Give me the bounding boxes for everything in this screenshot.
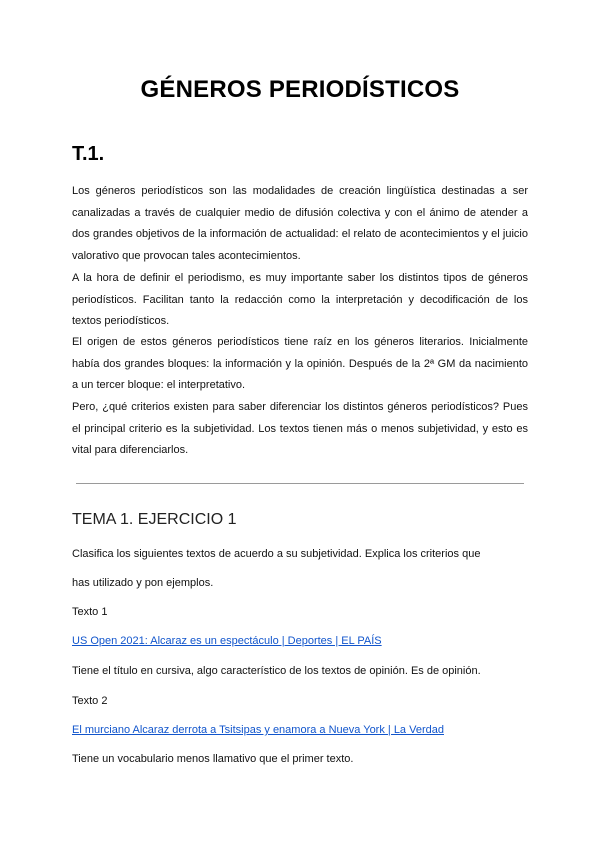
text-1-label: Texto 1 (72, 606, 108, 618)
paragraph-4: Pero, ¿qué criterios existen para saber diferenciar los distintos géneros periodísticos? Pues el principal criterio es la subjetividad. Los textos tienen más o menos subjetividad, y esto es vital para diferenciarlos. (72, 401, 528, 456)
text-2-label: Texto 2 (72, 695, 108, 707)
paragraph-2: A la hora de definir el periodismo, es muy importante saber los distintos tipos de géneros periodísticos. Facilitan tanto la redacción como la interpretación y decodificación de los textos periodísticos. (72, 272, 528, 327)
paragraph-1: Los géneros periodísticos son las modalidades de creación lingüística destinadas a ser canalizadas a través de cualquier medio de difusión colectiva y con el ánimo de atender a dos grandes objetivos de la información de actualidad: el relato de acontecimientos y el juicio valorativo que provocan tales acontecimientos. (72, 185, 528, 262)
paragraph-3: El origen de estos géneros periodísticos tiene raíz en los géneros literarios. Inicialmente había dos grandes bloques: la información y la opinión. Después de la 2ª GM da nacimiento a un tercer bloque: el interpretativo. (72, 336, 528, 391)
text-1-comment: Tiene el título en cursiva, algo característico de los textos de opinión. Es de opinión. (72, 665, 481, 677)
exercise-instruction-line-2: has utilizado y pon ejemplos. (72, 577, 214, 589)
horizontal-divider (76, 483, 524, 484)
exercise-heading: TEMA 1. EJERCICIO 1 (72, 511, 237, 528)
text-1-link[interactable]: US Open 2021: Alcaraz es un espectáculo | Deportes | EL PAÍS (72, 635, 382, 647)
text-2-link[interactable]: El murciano Alcaraz derrota a Tsitsipas y enamora a Nueva York | La Verdad (72, 724, 444, 736)
text-2-comment: Tiene un vocabulario menos llamativo que el primer texto. (72, 753, 354, 765)
text-1-link-container (72, 635, 382, 647)
text-2-link-container (72, 724, 444, 736)
exercise-instruction-line-1: Clasifica los siguientes textos de acuerdo a su subjetividad. Explica los criterios que (72, 548, 481, 560)
section-heading-t1: T.1. (72, 143, 105, 165)
document-title: GÉNEROS PERIODÍSTICOS (140, 76, 460, 103)
